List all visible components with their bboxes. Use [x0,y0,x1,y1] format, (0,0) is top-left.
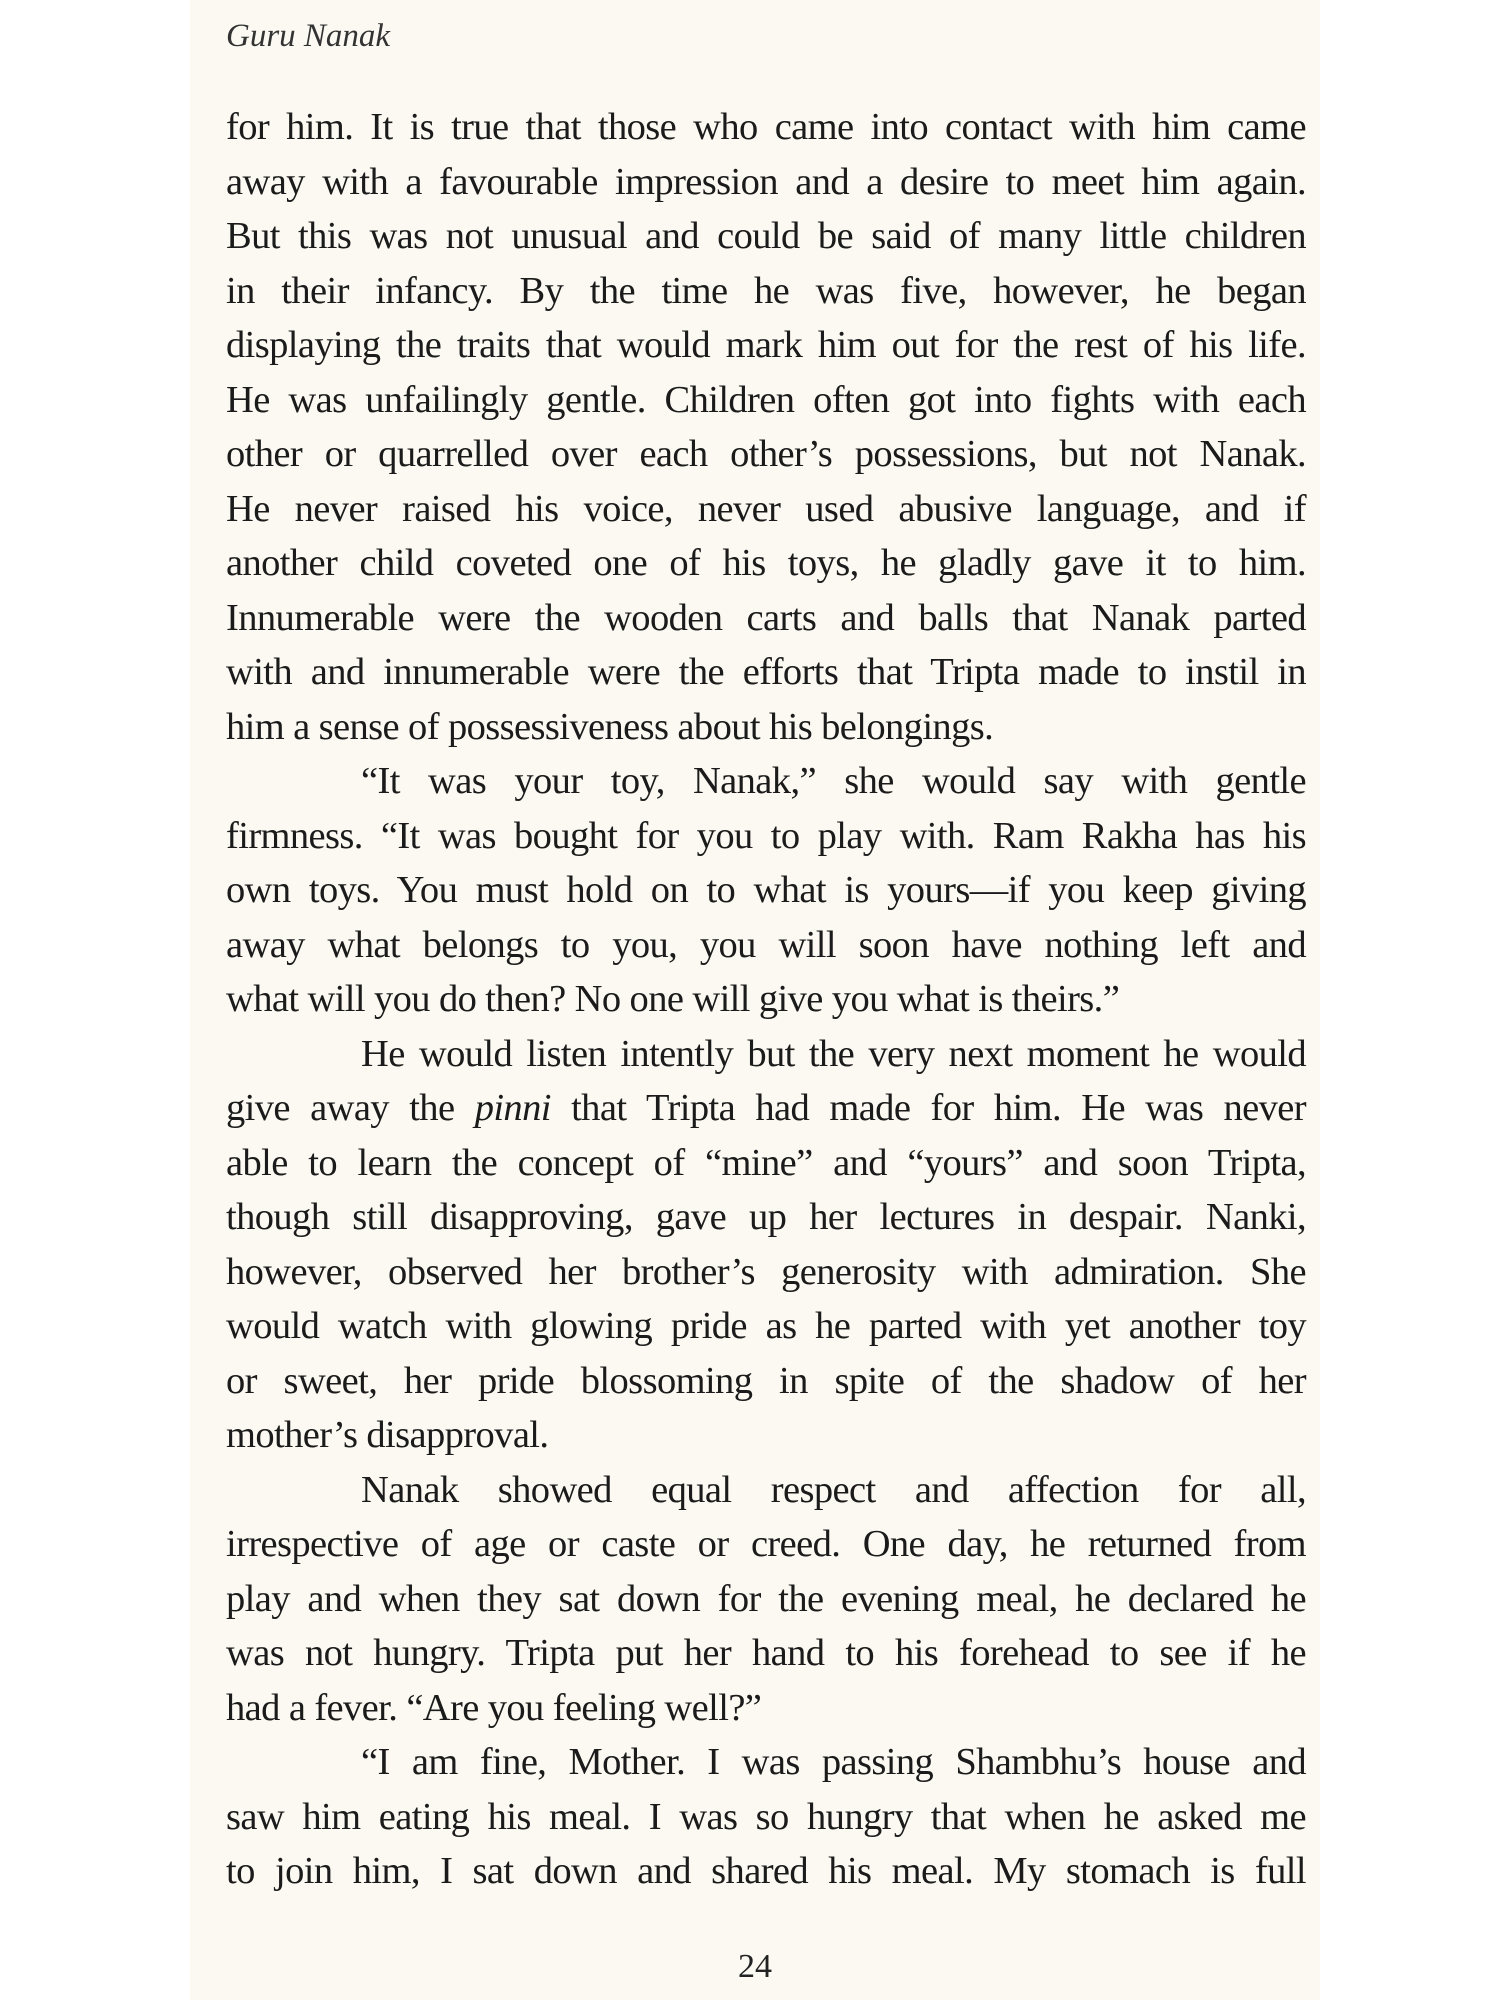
text-line: mother’s disapproval. [226,1414,549,1456]
text-line: him a sense of possessiveness about his belongings. [226,705,994,748]
text-line: was not hungry. Tripta put her hand to his forehead to see if he [226,1632,1306,1674]
text-line: “I am fine, Mother. I was passing Shambhu’s house and [361,1741,1306,1783]
book-page [190,0,1320,2000]
text-line: firmness. “It was bought for you to play with. Ram Rakha has his [226,814,1306,857]
italic-term: pinni [474,1087,551,1129]
text-line: in their infancy. By the time he was five, however, he began [226,269,1306,312]
text-line: what will you do then? No one will give you what is theirs.” [226,978,1120,1020]
text-line: to join him, I sat down and shared his meal. My stomach is full [226,1850,1306,1892]
text-line: for him. It is true that those who came into contact with him came [226,106,1306,148]
text-line: He would listen intently but the very next moment he would [361,1032,1306,1075]
text-line: play and when they sat down for the evening meal, he declared he [226,1577,1306,1620]
text-line: other or quarrelled over each other’s possessions, but not Nanak. [226,433,1306,475]
text-line: displaying the traits that would mark him out for the rest of his life. [226,324,1306,366]
text-line: away with a favourable impression and a desire to meet him again. [226,160,1306,203]
text-line: saw him eating his meal. I was so hungry that when he asked me [226,1795,1306,1838]
page-number: 24 [738,1948,772,1985]
text-line: He never raised his voice, never used abusive language, and if [226,487,1306,530]
text-line: with and innumerable were the efforts that Tripta made to instil in [226,651,1306,693]
text-line: though still disapproving, gave up her lectures in despair. Nanki, [226,1196,1306,1238]
text-line: “It was your toy, Nanak,” she would say with gentle [361,760,1306,802]
body-text [226,100,1306,1899]
text-line: Innumerable were the wooden carts and balls that Nanak parted [226,596,1306,639]
text-line: irrespective of age or caste or creed. One day, he returned from [226,1523,1306,1565]
text-segment: that Tripta had made for him. He was never [550,1087,1306,1129]
text-line: away what belongs to you, you will soon have nothing left and [226,923,1306,966]
text-segment: give away the [226,1087,475,1129]
text-line: He was unfailingly gentle. Children often got into fights with each [226,378,1306,421]
text-line: another child coveted one of his toys, he gladly gave it to him. [226,542,1306,584]
text-line: would watch with glowing pride as he parted with yet another toy [226,1305,1306,1347]
text-line: however, observed her brother’s generosity with admiration. She [226,1250,1306,1293]
running-head-title: Guru Nanak [226,18,391,54]
text-line: had a fever. “Are you feeling well?” [226,1686,762,1729]
text-line: Nanak showed equal respect and affection for all, [361,1468,1306,1511]
text-line: own toys. You must hold on to what is yours—if you keep giving [226,869,1306,911]
text-line: able to learn the concept of “mine” and “yours” and soon Tripta, [226,1141,1306,1184]
text-line: or sweet, her pride blossoming in spite of the shadow of her [226,1359,1306,1402]
text-line [226,1081,1306,1136]
text-line: But this was not unusual and could be said of many little children [226,215,1306,257]
